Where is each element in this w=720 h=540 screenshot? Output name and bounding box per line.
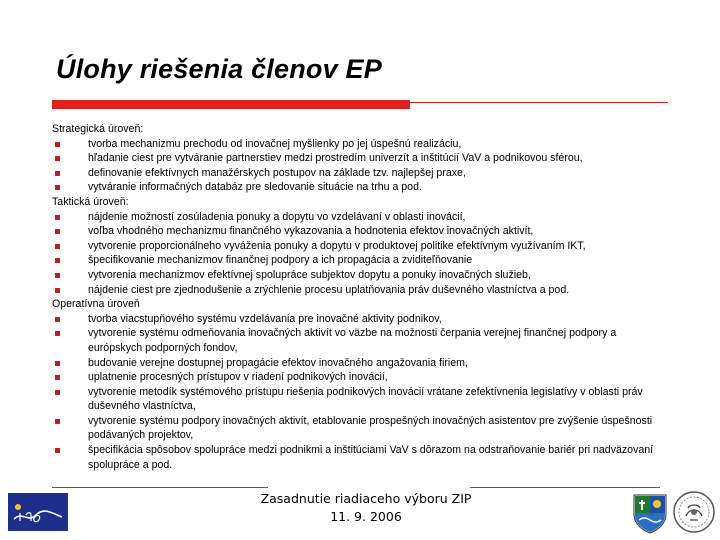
square-bullet-icon xyxy=(55,390,60,395)
bullet-list xyxy=(52,312,672,473)
square-bullet-icon xyxy=(55,419,60,424)
bullet-list xyxy=(52,137,672,195)
square-bullet-icon xyxy=(55,258,60,263)
bullet-item xyxy=(52,166,672,181)
bullet-item xyxy=(52,385,672,414)
university-seal-graphic xyxy=(672,490,716,534)
bullet-item xyxy=(52,414,672,443)
footer-divider-left xyxy=(52,487,268,488)
bullet-text: vytváranie informačných databáz pre sledovanie situácie na trhu a pod. xyxy=(88,181,422,194)
coat-of-arms-graphic xyxy=(631,492,669,534)
bullet-text: vytvorenie systému podpory inovačných aktivít, etablovanie prospešných inovačných asistentov pre zvýšenie úspešnosti podávaných projektov, xyxy=(88,414,653,442)
bullet-item xyxy=(52,283,672,298)
footer-meeting-name: Zasadnutie riadiaceho výboru ZIP xyxy=(260,491,472,506)
square-bullet-icon xyxy=(55,185,60,190)
bullet-item xyxy=(52,137,672,152)
square-bullet-icon xyxy=(55,331,60,336)
bullet-item xyxy=(52,356,672,371)
bullet-text: budovanie verejne dostupnej propagácie efektov inovačného angažovania firiem, xyxy=(88,356,468,369)
bullet-text: vytvorenia mechanizmov efektívnej spolupráce subjektov dopytu a ponuky inovačných služieb, xyxy=(88,268,531,281)
bullet-item xyxy=(52,253,672,268)
title-underline-line xyxy=(410,102,668,103)
square-bullet-icon xyxy=(55,215,60,220)
square-bullet-icon xyxy=(55,244,60,249)
footer xyxy=(248,490,484,526)
footer-divider-right xyxy=(470,487,660,488)
inovation-logo xyxy=(8,493,68,531)
square-bullet-icon xyxy=(55,273,60,278)
square-bullet-icon xyxy=(55,142,60,147)
footer-date: 11. 9. 2006 xyxy=(330,509,402,524)
university-seal-logo xyxy=(672,490,716,534)
slide-title: Úlohy riešenia členov EP xyxy=(56,54,382,84)
bullet-item xyxy=(52,180,672,195)
coat-of-arms-logo xyxy=(631,492,669,534)
square-bullet-icon xyxy=(55,156,60,161)
square-bullet-icon xyxy=(55,288,60,293)
square-bullet-icon xyxy=(55,361,60,366)
bullet-item xyxy=(52,326,672,355)
bullet-item xyxy=(52,370,672,385)
section-heading: Strategická úroveň: xyxy=(52,123,144,135)
bullet-text: špecifikácia spôsobov spolupráce medzi podnikmi a inštitúciami VaV s dôrazom na odstraňovanie bariér pri nadväzovaní spolupráce a pod. xyxy=(88,444,654,471)
title-underline-bar xyxy=(52,100,410,109)
square-bullet-icon xyxy=(55,448,60,453)
bullet-text: tvorba mechanizmu prechodu od inovačnej myšlienky po jej úspešnú realizáciu, xyxy=(88,137,462,150)
section-heading: Operatívna úroveň xyxy=(52,298,140,311)
square-bullet-icon xyxy=(55,171,60,176)
bullet-text: hľadanie ciest pre vytváranie partnerstiev medzi prostredím univerzít a inštitúcií VaV a podnikovou sférou, xyxy=(88,152,583,165)
section-heading: Taktická úroveň: xyxy=(52,195,129,208)
bullet-item xyxy=(52,443,672,472)
bullet-item xyxy=(52,224,672,239)
bullet-item xyxy=(52,312,672,327)
square-bullet-icon xyxy=(55,229,60,234)
square-bullet-icon xyxy=(55,375,60,380)
inovation-logo-graphic xyxy=(8,493,68,531)
bullet-text: vytvorenie systému odmeňovania inovačných aktivít vo väzbe na možnosti čerpania verejnej finančnej podpory a európskych podporných fondov, xyxy=(88,327,617,354)
bullet-item xyxy=(52,268,672,283)
bullet-text: špecifikovanie mechanizmov finančnej podpory a ich propagácia a zviditeľňovanie xyxy=(88,254,473,267)
bullet-text: vytvorenie metodík systémového prístupu riešenia podnikových inovácií vrátane zefektívnenia legislatívy v oblasti práv duševného vlastníctva, xyxy=(88,385,643,413)
bullet-text: definovanie efektívnych manažérskych postupov na základe tzv. najlepšej praxe, xyxy=(88,166,466,179)
bullet-item xyxy=(52,210,672,225)
slide-body xyxy=(52,122,672,472)
bullet-text: nájdenie možností zosúladenia ponuky a dopytu vo vzdelávaní v oblasti inovácií, xyxy=(88,210,466,223)
bullet-list xyxy=(52,210,672,298)
bullet-item xyxy=(52,239,672,254)
bullet-text: vytvorenie proporcionálneho vyváženia ponuky a dopytu v produktovej politike efektívnym využívaním IKT, xyxy=(88,239,586,252)
bullet-item xyxy=(52,151,672,166)
bullet-text: voľba vhodného mechanizmu finančného vykazovania a hodnotenia efektov inovačných aktivít, xyxy=(88,225,534,238)
bullet-text: uplatnenie procesných prístupov v riadení podnikových inovácií, xyxy=(88,371,388,384)
bullet-text: tvorba viacstupňového systému vzdelávania pre inovačné aktivity podnikov, xyxy=(88,312,442,325)
square-bullet-icon xyxy=(55,317,60,322)
bullet-text: nájdenie ciest pre zjednodušenie a zrýchlenie procesu uplatňovania práv duševného vlastníctva a pod. xyxy=(88,283,570,296)
